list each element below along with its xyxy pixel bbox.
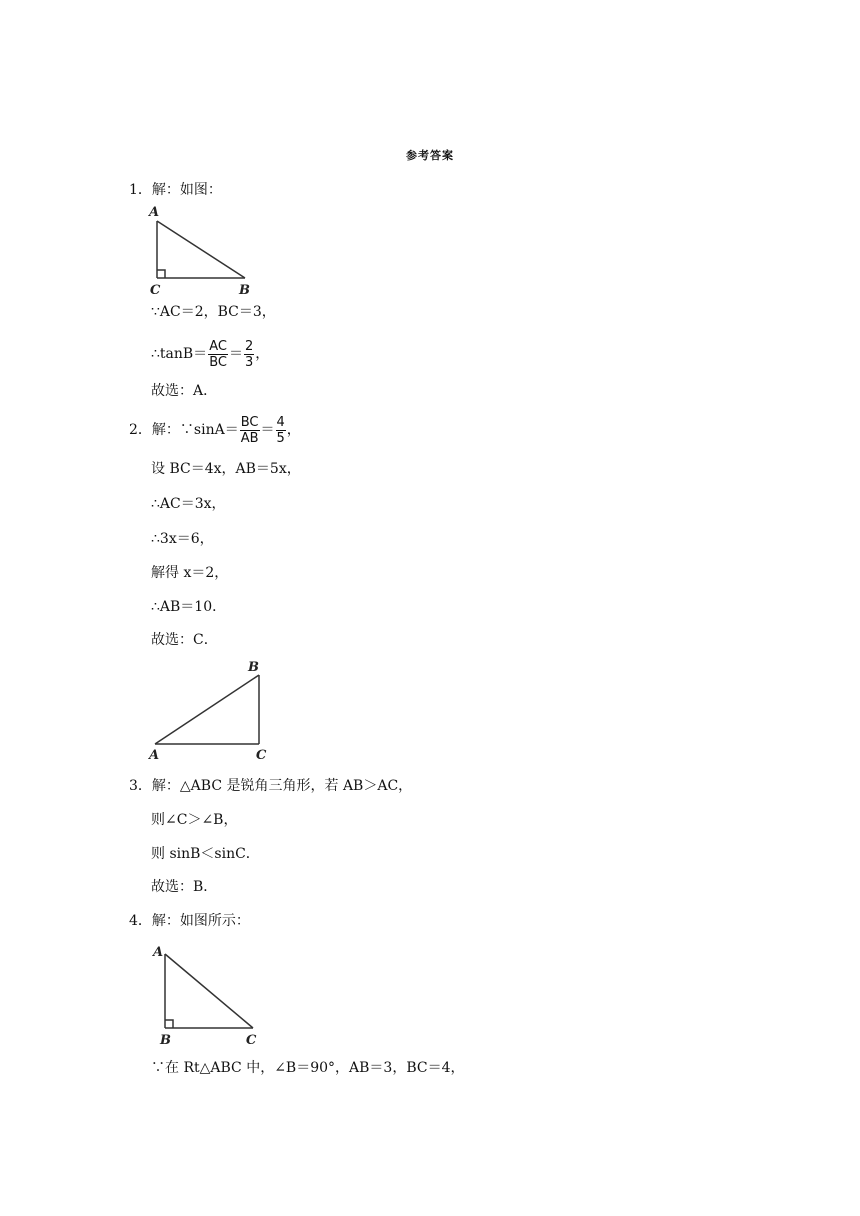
q2-assume: 设 BC＝4x，AB＝5x，: [151, 461, 301, 477]
q1-tan-prefix: ∴tanB＝: [151, 346, 208, 362]
q2-label-b: B: [248, 660, 259, 675]
q2-label-a: A: [149, 748, 160, 763]
q2-fraction-ratio-numerator: BC: [240, 414, 259, 430]
q2-answer: 故选：C．: [151, 632, 218, 648]
page-title: 参考答案: [406, 149, 454, 162]
q1-fraction-ratio: [208, 339, 228, 370]
q2-fraction-value-numerator: 4: [276, 414, 285, 430]
q2-fraction-value: [276, 415, 286, 446]
q1-fraction-value-numerator: 2: [244, 338, 254, 354]
q1-heading: 1．解：如图：: [129, 182, 222, 198]
q4-triangle-figure: [148, 938, 268, 1048]
q4-label-a: A: [153, 945, 164, 960]
q2-sin-formula: [129, 410, 301, 450]
q2-ac: ∴AC＝3x，: [151, 496, 226, 512]
q2-equals: ＝: [260, 422, 275, 438]
q4-given: ∵在 Rt△ABC 中，∠B＝90°，AB＝3，BC＝4，: [151, 1060, 465, 1076]
q2-solve: 解得 x＝2，: [151, 565, 229, 581]
q1-answer: 故选：A．: [151, 383, 218, 399]
q1-label-a: A: [149, 205, 160, 220]
q4-label-c: C: [246, 1033, 257, 1048]
q1-right-angle-mark: [157, 270, 165, 278]
q2-triangle-figure: [145, 658, 275, 766]
q1-fraction-value: [244, 339, 254, 370]
q4-side-ac: [165, 954, 253, 1028]
q1-given: ∵AC＝2，BC＝3，: [151, 304, 276, 320]
q2-side-ab: [155, 675, 259, 744]
q2-equation: ∴3x＝6，: [151, 531, 214, 547]
q1-fraction-ratio-denominator: BC: [209, 354, 227, 370]
q1-side-ab: [157, 221, 245, 278]
q1-label-b: B: [239, 283, 250, 298]
q1-label-c: C: [150, 283, 161, 298]
q4-label-b: B: [160, 1033, 171, 1048]
q3-angle: 则∠C＞∠B，: [151, 812, 238, 828]
q2-label-c: C: [256, 748, 267, 763]
q4-right-angle-mark: [165, 1020, 173, 1028]
q3-answer: 故选：B．: [151, 879, 218, 895]
q2-fraction-ratio: [240, 415, 260, 446]
q2-fraction-value-denominator: 5: [276, 430, 285, 446]
q3-heading: 3．解：△ABC 是锐角三角形，若 AB＞AC，: [129, 778, 413, 794]
q4-heading: 4．解：如图所示：: [129, 913, 250, 929]
q1-fraction-ratio-numerator: AC: [209, 338, 227, 354]
q2-sin-prefix: 2．解：∵sinA＝: [129, 422, 239, 438]
q2-sin-suffix: ，: [286, 422, 301, 438]
q2-fraction-ratio-denominator: AB: [240, 430, 259, 446]
q1-tan-formula: [151, 334, 269, 374]
q2-result: ∴AB＝10．: [151, 599, 227, 615]
q1-triangle-figure: [145, 205, 265, 300]
q1-equals: ＝: [228, 346, 243, 362]
q3-sin: 则 sinB＜sinC．: [151, 846, 260, 862]
q1-tan-suffix: ，: [255, 346, 270, 362]
q1-fraction-value-denominator: 3: [244, 354, 254, 370]
